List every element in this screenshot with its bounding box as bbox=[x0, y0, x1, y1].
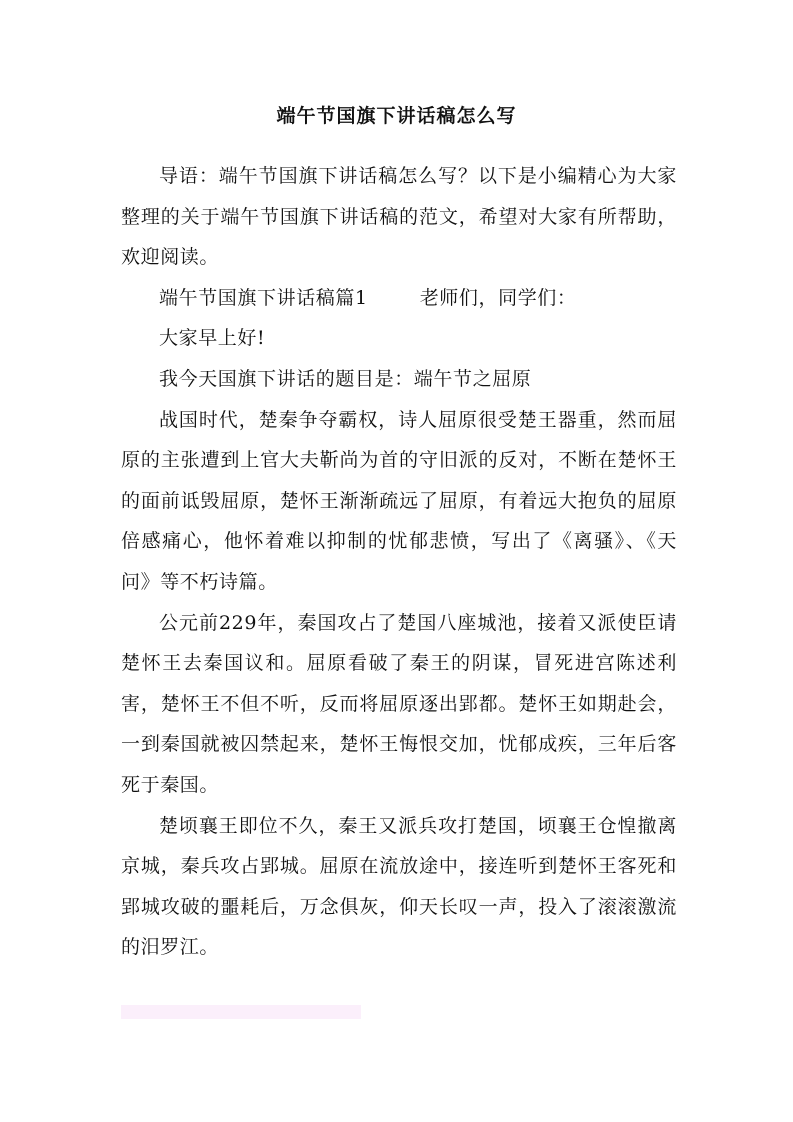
body-paragraph: 楚顷襄王即位不久，秦王又派兵攻打楚国，顷襄王仓惶撤离京城，秦兵攻占郢城。屈原在流放途中，接连听到楚怀王客死和郢城攻破的噩耗后，万念俱灰，仰天长叹一声，投入了滚滚激流的汨罗江。 bbox=[121, 814, 677, 959]
salutation: 老师们，同学们： bbox=[419, 286, 577, 309]
section-heading: 端午节国旗下讲话稿篇1 bbox=[159, 286, 368, 309]
greeting: 大家早上好! bbox=[159, 327, 266, 350]
section-heading-line bbox=[121, 278, 677, 319]
document-body bbox=[121, 156, 677, 968]
body-paragraph: 公元前229年，秦国攻占了楚国八座城池，接着又派使臣请楚怀王去秦国议和。屈原看破了秦王的阴谋，冒死进宫陈述利害，楚怀王不但不听，反而将屈原逐出郢都。楚怀王如期赴会，一到秦国就被囚禁起来，楚怀王悔恨交加，忧郁成疾，三年后客死于秦国。 bbox=[121, 611, 677, 796]
topic-line: 我今天国旗下讲话的题目是：端午节之屈原 bbox=[159, 367, 532, 390]
intro-paragraph: 导语：端午节国旗下讲话稿怎么写？以下是小编精心为大家整理的关于端午节国旗下讲话稿的范文，希望对大家有所帮助，欢迎阅读。 bbox=[121, 165, 677, 269]
faint-watermark-strip bbox=[121, 1005, 361, 1019]
page-title: 端午节国旗下讲话稿怎么写 bbox=[276, 105, 517, 127]
body-paragraph: 战国时代，楚秦争夺霸权，诗人屈原很受楚王器重，然而屈原的主张遭到上官大夫靳尚为首的守旧派的反对，不断在楚怀王的面前诋毁屈原，楚怀王渐渐疏远了屈原，有着远大抱负的屈原倍感痛心，他怀着难以抑制的忧郁悲愤，写出了《离骚》、《天问》等不朽诗篇。 bbox=[121, 408, 677, 593]
